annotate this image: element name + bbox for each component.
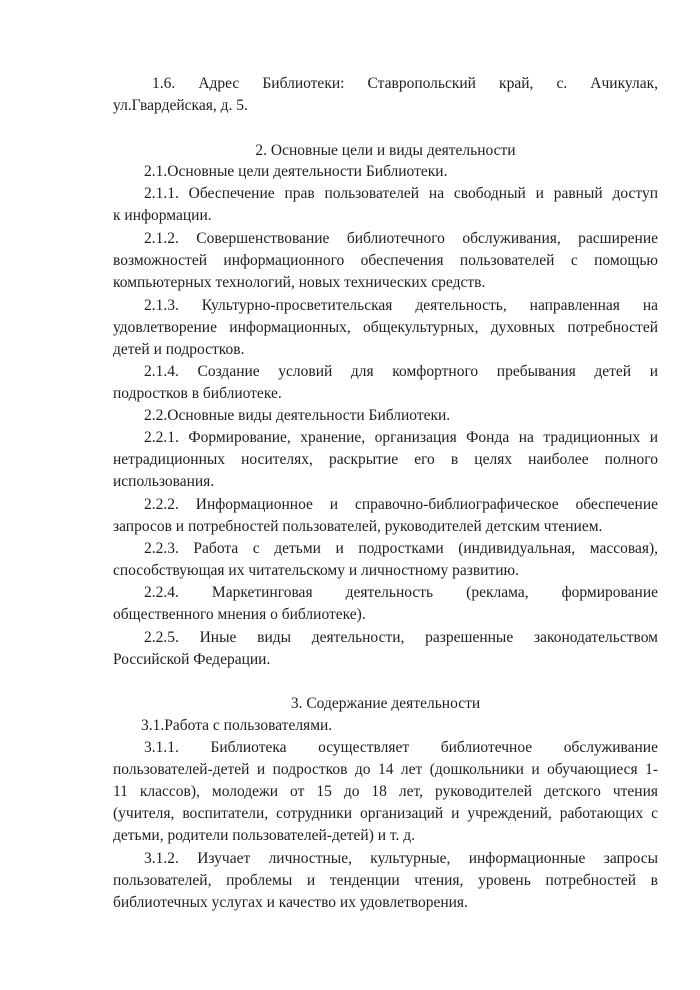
item-3-1-1-line-2: пользователей-детей и подростков до 14 лет (дошкольники и обучающиеся 1- xyxy=(113,761,658,778)
item-2-2-5-line-2: Российской Федерации. xyxy=(113,651,271,668)
item-2-2-2-line-1: 2.2.2. Информационное и справочно-библиографическое обеспечение xyxy=(144,496,658,513)
item-2-1-3-line-1: 2.1.3. Культурно-просветительская деятельность, направленная на xyxy=(144,297,658,314)
section-2-heading: 2. Основные цели и виды деятельности xyxy=(255,142,516,159)
item-2-2-1-line-3: использования. xyxy=(113,473,215,490)
item-2-2-4-line-2: общественного мнения о библиотеке). xyxy=(113,606,366,623)
item-2-2-1-line-2: нетрадиционных носителях, раскрытие его в целях наиболее полного xyxy=(113,451,658,468)
item-2-1-2-line-3: компьютерных технологий, новых технических средств. xyxy=(113,274,486,291)
item-2-1-2-line-1: 2.1.2. Совершенствование библиотечного обслуживания, расширение xyxy=(144,230,658,247)
item-3-1-1-line-5: детьми, родители пользователей-детей) и т. д. xyxy=(113,827,416,844)
item-2-1-4-line-1: 2.1.4. Создание условий для комфортного пребывания детей и xyxy=(144,363,658,380)
subheading-2-2: 2.2.Основные виды деятельности Библиотеки. xyxy=(144,407,451,424)
item-2-2-3-line-1: 2.2.3. Работа с детьми и подростками (индивидуальная, массовая), xyxy=(144,540,658,557)
item-2-1-1-line-2: к информации. xyxy=(113,207,212,224)
item-2-1-4-line-2: подростков в библиотеке. xyxy=(113,385,282,402)
item-3-1-2-line-2: пользователей, проблемы и тенденции чтения, уровень потребностей в xyxy=(113,872,658,889)
item-2-2-5-line-1: 2.2.5. Иные виды деятельности, разрешенные законодательством xyxy=(144,629,658,646)
item-1-6-line-1: 1.6. Адрес Библиотеки: Ставропольский край, с. Ачикулак, xyxy=(152,75,658,92)
item-2-1-1-line-1: 2.1.1. Обеспечение прав пользователей на свободный и равный доступ xyxy=(144,185,658,202)
section-3-heading: 3. Содержание деятельности xyxy=(290,695,481,712)
item-2-1-2-line-2: возможностей информационного обеспечения пользователей с помощью xyxy=(113,252,658,269)
item-3-1-2-line-1: 3.1.2. Изучает личностные, культурные, информационные запросы xyxy=(144,850,658,867)
item-3-1-1-line-1: 3.1.1. Библиотека осуществляет библиотечное обслуживание xyxy=(144,739,658,756)
item-2-2-3-line-2: способствующая их читательскому и личностному развитию. xyxy=(113,562,519,579)
item-2-1-3-line-3: детей и подростков. xyxy=(113,341,245,358)
subheading-3-1: 3.1.Работа с пользователями. xyxy=(141,717,333,734)
subheading-2-1: 2.1.Основные цели деятельности Библиотеки. xyxy=(144,163,448,180)
item-3-1-2-line-3: библиотечных услугах и качество их удовлетворения. xyxy=(113,894,468,911)
item-2-2-2-line-2: запросов и потребностей пользователей, руководителей детским чтением. xyxy=(113,518,603,535)
item-3-1-1-line-3: 11 классов), молодежи от 15 до 18 лет, руководителей детского чтения xyxy=(113,783,658,800)
item-3-1-1-line-4: (учителя, воспитатели, сотрудники организаций и учреждений, работающих с xyxy=(113,805,658,822)
item-1-6-line-2: ул.Гвардейская, д. 5. xyxy=(113,97,248,114)
item-2-2-4-line-1: 2.2.4. Маркетинговая деятельность (реклама, формирование xyxy=(144,584,658,601)
item-2-1-3-line-2: удовлетворение информационных, общекультурных, духовных потребностей xyxy=(113,319,658,336)
item-2-2-1-line-1: 2.2.1. Формирование, хранение, организация Фонда на традиционных и xyxy=(144,429,658,446)
